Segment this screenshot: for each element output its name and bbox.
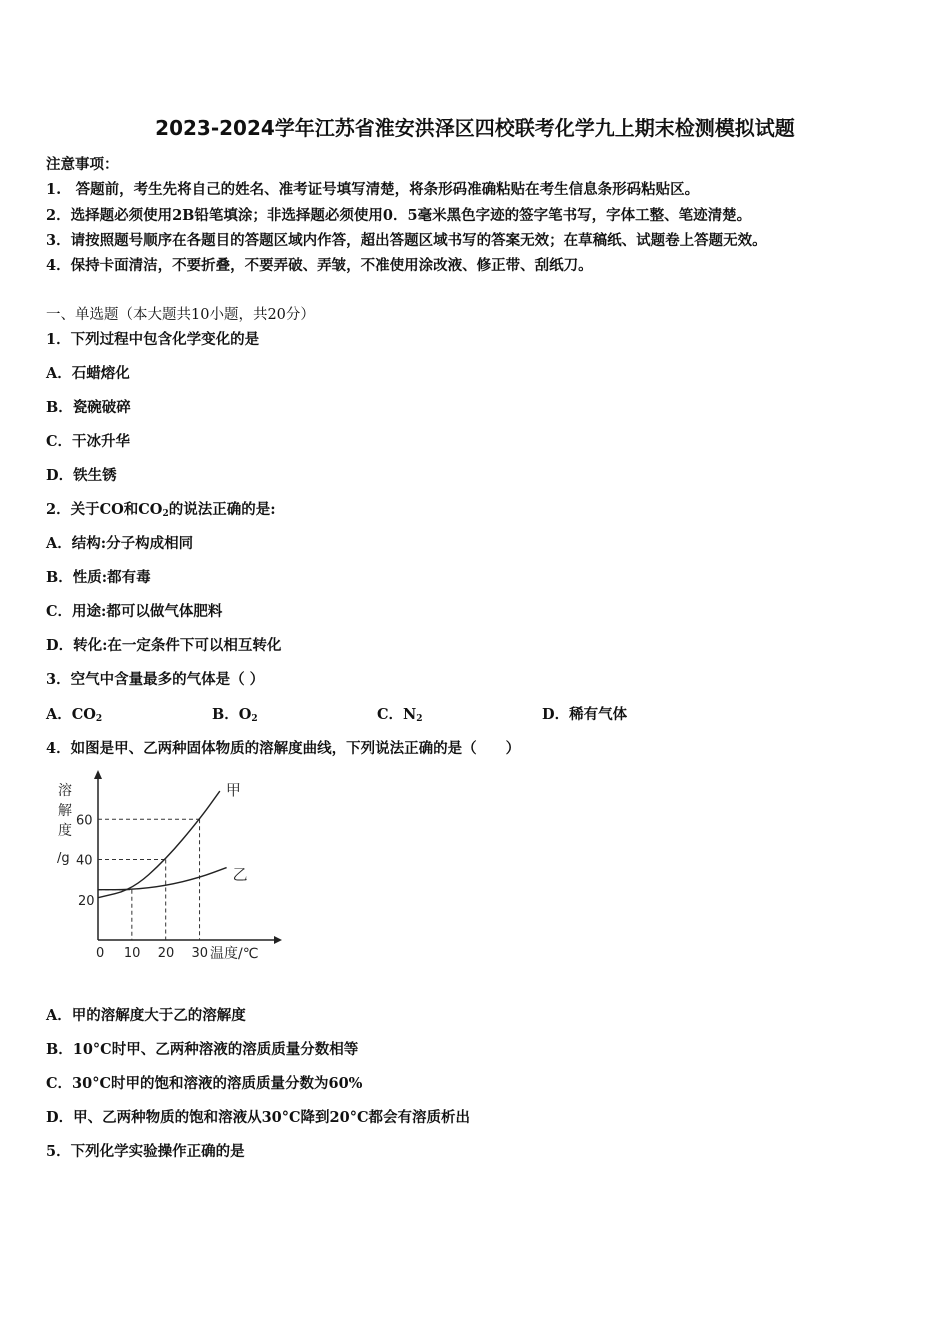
y-label-char: 度 [58, 823, 72, 839]
question-4-option-c[interactable]: C．30°C时甲的饱和溶液的溶质质量分数为60% [46, 1075, 363, 1092]
question-4-option-d[interactable]: D．甲、乙两种物质的饱和溶液从30°C降到20°C都会有溶质析出 [46, 1109, 471, 1126]
question-2-option-a[interactable]: A．结构:分子构成相同 [46, 535, 194, 552]
y-tick-label: 40 [76, 853, 93, 869]
question-2-option-d[interactable]: D．转化:在一定条件下可以相互转化 [46, 637, 282, 654]
question-4-stem: 4．如图是甲、乙两种固体物质的溶解度曲线，下列说法正确的是（ ） [46, 740, 521, 757]
page-title: 2023-2024学年江苏省淮安洪泽区四校联考化学九上期末检测模拟试题 [155, 116, 795, 140]
question-2-option-b[interactable]: B．性质:都有毒 [46, 569, 151, 586]
x-tick-label: 20 [157, 946, 175, 961]
question-4-option-b[interactable]: B．10°C时甲、乙两种溶液的溶质质量分数相等 [46, 1041, 359, 1058]
question-1-option-b[interactable]: B．瓷碗破碎 [46, 399, 131, 416]
series-label: 甲 [225, 781, 241, 800]
x-tick-label: 30 [191, 946, 209, 961]
x-axis-label: 温度/℃ [210, 946, 259, 962]
notice-heading: 注意事项： [46, 156, 119, 173]
y-axis-arrow [94, 770, 102, 779]
notice-item: 3．请按照题号顺序在各题目的答题区域内作答，超出答题区域书写的答案无效；在草稿纸、试题卷上答题无效。 [46, 232, 767, 249]
series-line-yi [98, 868, 227, 890]
question-1-stem: 1．下列过程中包含化学变化的是 [46, 331, 260, 348]
notice-item: 4．保持卡面清洁，不要折叠，不要弄破、弄皱，不准使用涂改液、修正带、刮纸刀。 [46, 257, 593, 274]
series-line-jia [98, 791, 220, 898]
question-3-option-b[interactable]: B．$O_2$ [212, 706, 258, 724]
question-1-option-d[interactable]: D．铁生锈 [46, 467, 117, 484]
question-3-option-a[interactable]: A．$CO_2$ [46, 706, 103, 724]
y-label-char: 解 [58, 803, 72, 819]
question-3-option-d[interactable]: D．稀有气体 [542, 706, 628, 723]
question-5-stem: 5．下列化学实验操作正确的是 [46, 1143, 245, 1160]
section-heading: 一、单选题（本大题共10小题，共20分） [46, 307, 315, 323]
x-axis-arrow [274, 936, 282, 944]
question-3-stem: 3．空气中含量最多的气体是（ ） [46, 671, 265, 688]
question-3-option-c[interactable]: C．$N_2$ [377, 706, 423, 724]
y-tick-label: 20 [78, 893, 95, 909]
question-1-option-a[interactable]: A．石蜡熔化 [46, 365, 130, 382]
question-2-stem: 2．关于CO和$CO_2$的说法正确的是: [46, 501, 276, 519]
notice-item: 1. 答题前，考生先将自己的姓名、准考证号填写清楚，将条形码准确粘贴在考生信息条形码粘贴区。 [46, 181, 700, 198]
notice-item: 2．选择题必须使用2B铅笔填涂；非选择题必须使用0．5毫米黑色字迹的签字笔书写，字体工整、笔迹清楚。 [46, 207, 752, 224]
origin-label: 0 [96, 946, 105, 961]
y-tick-label: 60 [76, 813, 93, 829]
question-4-option-a[interactable]: A．甲的溶解度大于乙的溶解度 [46, 1007, 246, 1024]
y-label-char: 溶 [58, 783, 72, 799]
question-1-option-c[interactable]: C．干冰升华 [46, 433, 131, 450]
solubility-curve-chart [50, 765, 290, 970]
y-label-char: /g [57, 851, 70, 866]
series-label: 乙 [232, 865, 248, 884]
x-tick-label: 10 [123, 946, 141, 961]
question-2-option-c[interactable]: C．用途:都可以做气体肥料 [46, 603, 223, 620]
